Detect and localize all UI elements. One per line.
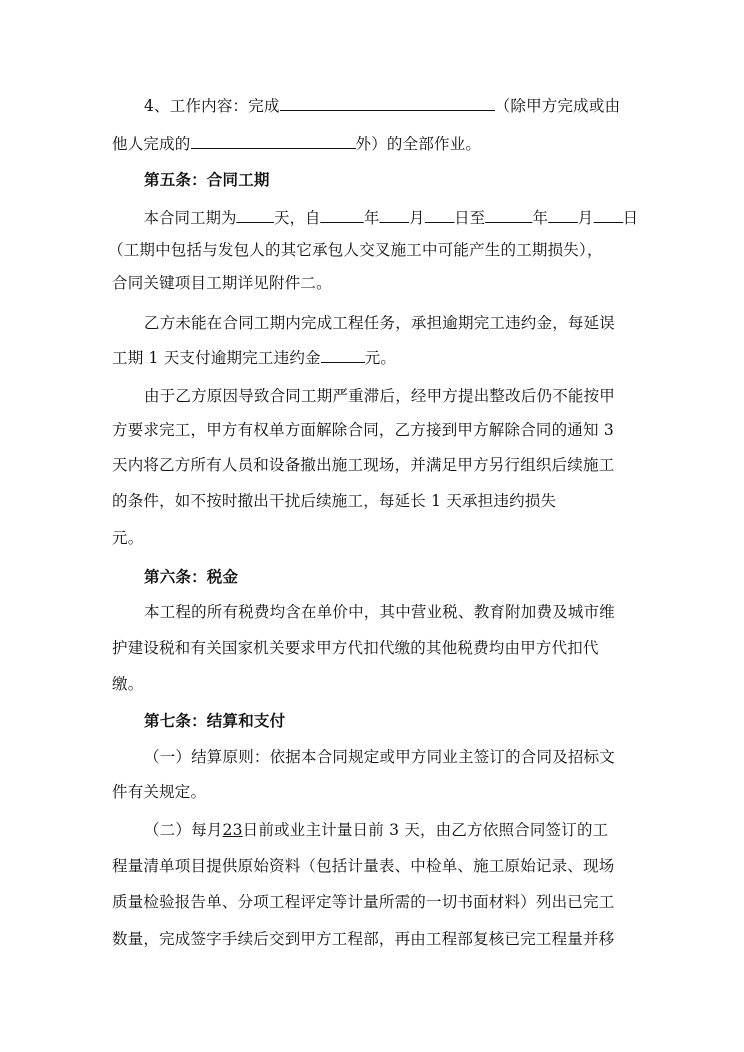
art7-s2-b: 日前或业主计量日前 3 天，由乙方依照合同签订的工	[242, 821, 609, 839]
penalty-amount-blank[interactable]	[321, 347, 365, 363]
art7-s2-line1	[144, 820, 608, 840]
start-month-blank[interactable]	[379, 207, 409, 223]
art5-p1-g: 月	[577, 209, 594, 227]
art6-line2: 护建设税和有关国家机关要求甲方代扣代缴的其他税费均由甲方代扣代	[112, 639, 599, 657]
item4-text-c: 他人完成的	[112, 135, 191, 153]
art5-p1-line3: 合同关键项目工期详见附件二。	[112, 274, 332, 292]
art5-p3-line2: 方要求完工，甲方有权单方面解除合同，乙方接到甲方解除合同的通知 3	[112, 421, 614, 439]
start-day-blank[interactable]	[425, 207, 455, 223]
art5-p1-d: 月	[409, 209, 425, 227]
art7-s2-line4: 数量，完成签字手续后交到甲方工程部，再由工程部复核已完工程量并移	[112, 930, 615, 948]
art5-p3-line3: 天内将乙方所有人员和设备撤出施工现场，并满足甲方另行组织后续施工	[112, 456, 615, 474]
art7-s2-line2: 程量清单项目提供原始资料（包括计量表、中检单、施工原始记录、现场	[112, 857, 615, 875]
settlement-day: 23	[222, 821, 243, 839]
art5-p1-c: 年	[363, 209, 380, 227]
art5-p2-a: 工期 1 天支付逾期完工违约金	[112, 349, 321, 367]
art5-p1-a: 本合同工期为	[143, 209, 237, 227]
item4-text-a: 4、工作内容：完成	[144, 97, 280, 115]
art6-line1: 本工程的所有税费均含在单价中，其中营业税、教育附加费及城市维	[144, 603, 616, 621]
end-day-blank[interactable]	[593, 207, 623, 223]
article6-heading: 第六条：税金	[144, 568, 239, 586]
art5-p2-line2	[112, 347, 396, 368]
item4-line2	[112, 133, 481, 154]
art5-p1-line1	[112, 207, 638, 228]
article7-heading: 第七条：结算和支付	[144, 712, 286, 730]
item4-text-b: （除甲方完成或由	[494, 97, 621, 115]
article5-heading: 第五条：合同工期	[144, 171, 270, 189]
art5-p3-line1: 由于乙方原因导致合同工期严重滞后，经甲方提出整改后仍不能按甲	[144, 387, 616, 405]
art7-s2-a: （二）每月	[144, 821, 223, 839]
art5-p1-b: 天，自	[274, 209, 321, 227]
art5-p1-e: 日至	[454, 209, 486, 227]
art7-s1-line1: （一）结算原则：依据本合同规定或甲方同业主签订的合同及招标文	[144, 748, 616, 766]
item4-text-d: 外）的全部作业。	[355, 135, 482, 153]
item4-line1	[112, 95, 620, 116]
duration-days-blank[interactable]	[237, 207, 275, 223]
art5-p2-line1: 乙方未能在合同工期内完成工程任务，承担逾期完工违约金，每延误	[144, 314, 616, 332]
art5-p1-h: 日	[622, 209, 639, 227]
work-scope-blank[interactable]	[280, 95, 495, 111]
start-year-blank[interactable]	[321, 207, 364, 223]
art5-p1-line2: （工期中包括与发包人的其它承包人交叉施工中可能产生的工期损失），	[108, 241, 603, 259]
art5-p3-line4: 的条件，如不按时撤出干扰后续施工，每延长 1 天承担违约损失	[112, 492, 557, 510]
art7-s1-line2: 件有关规定。	[112, 783, 207, 801]
art7-s2-line3: 质量检验报告单、分项工程评定等计量所需的一切书面材料）列出已完工	[112, 893, 615, 911]
end-month-blank[interactable]	[548, 207, 578, 223]
art6-line3: 缴。	[112, 675, 144, 693]
art5-p2-b: 元。	[364, 349, 397, 367]
art5-p1-f: 年	[532, 209, 549, 227]
other-party-blank[interactable]	[191, 133, 356, 149]
art5-p3-line5: 元。	[112, 529, 144, 547]
end-year-blank[interactable]	[485, 207, 532, 223]
